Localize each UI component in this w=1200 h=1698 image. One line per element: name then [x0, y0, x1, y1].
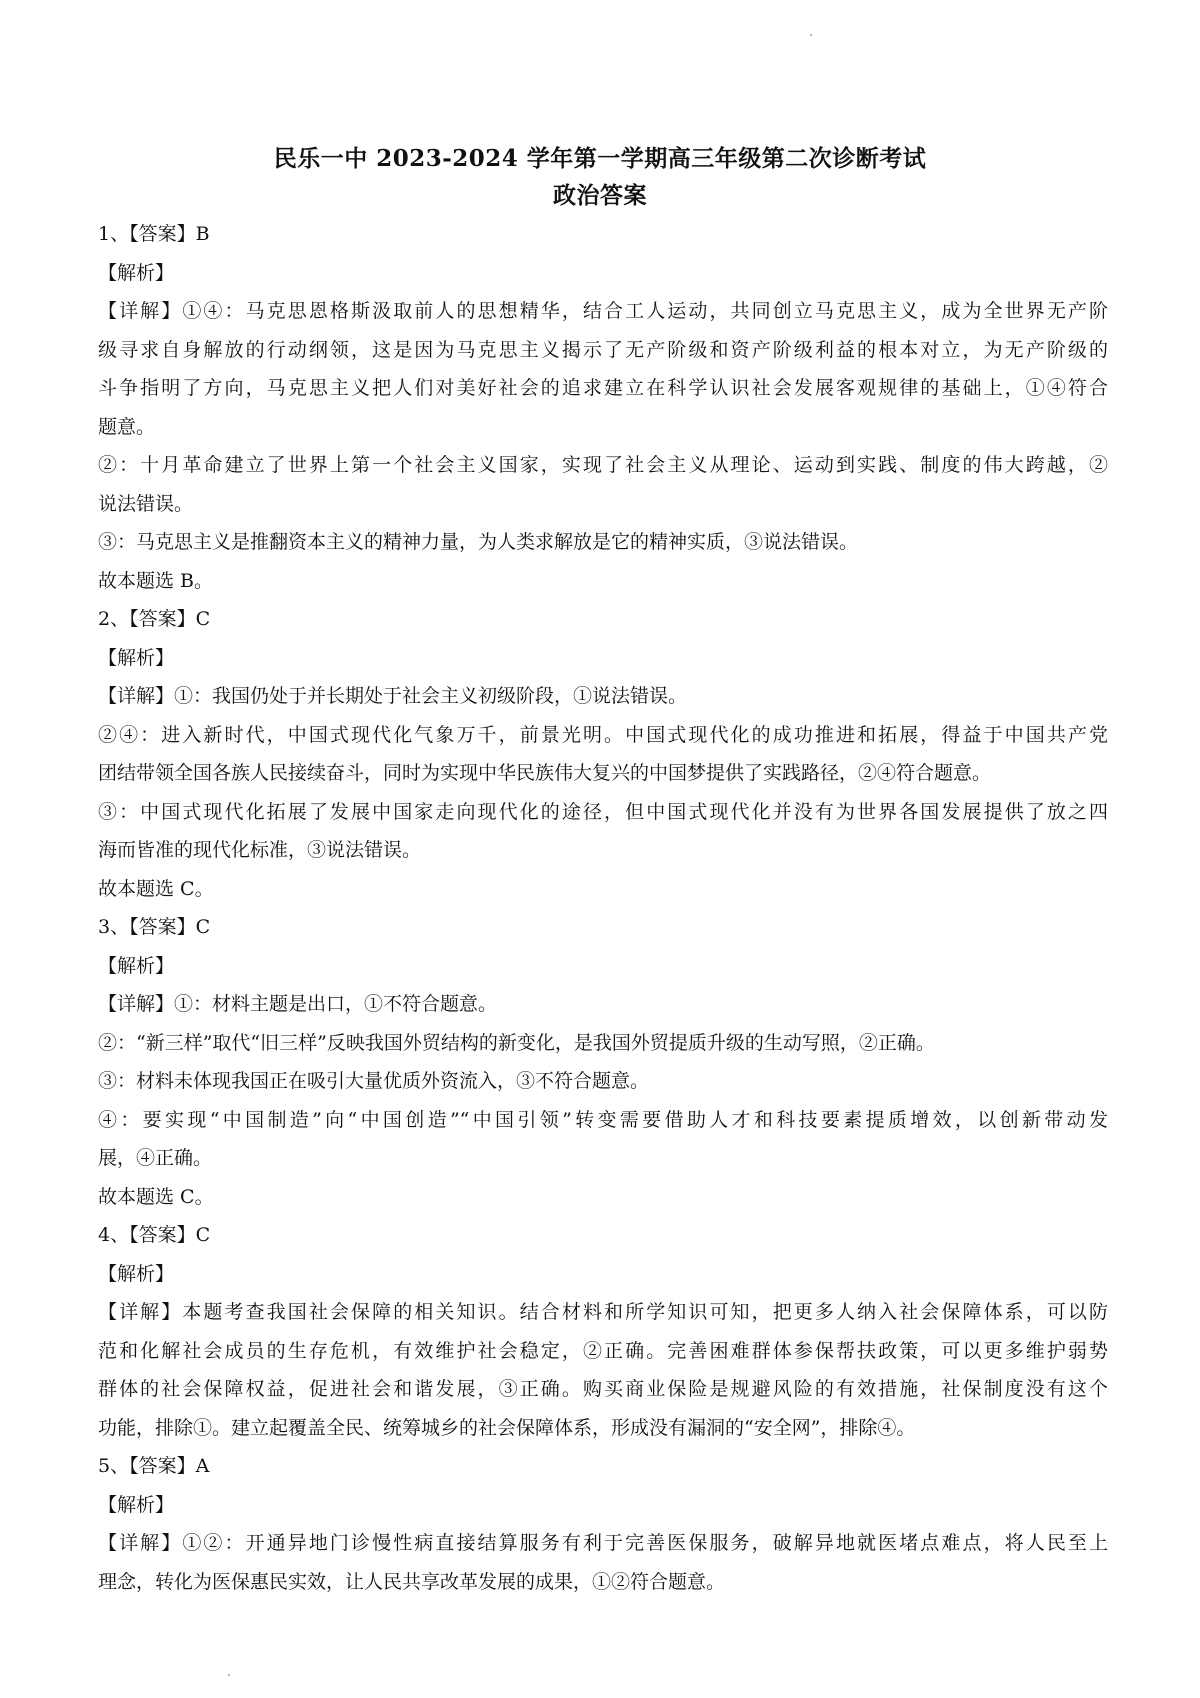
text-line: 群体的社会保障权益，促进社会和谐发展，③正确。购买商业保险是规避风险的有效措施，社保制度没有这个: [98, 1378, 1108, 1400]
text-line: 说法错误。: [98, 492, 194, 515]
text-line: 【解析】: [98, 1262, 175, 1285]
scan-speck: [810, 34, 812, 36]
text-line: 1、【答案】B: [98, 223, 210, 245]
document-subtitle: 政治答案: [553, 182, 647, 209]
text-line: 斗争指明了方向，马克思主义把人们对美好社会的追求建立在科学认识社会发展客观规律的基础上，①④符合: [98, 377, 1108, 399]
text-line: ②：十月革命建立了世界上第一个社会主义国家，实现了社会主义从理论、运动到实践、制度的伟大跨越，②: [98, 454, 1108, 476]
text-line: 4、【答案】C: [98, 1224, 211, 1246]
text-line: 【详解】①：我国仍处于并长期处于社会主义初级阶段，①说法错误。: [98, 685, 688, 707]
text-line: 故本题选 C。: [98, 1185, 214, 1208]
text-line: 【解析】: [98, 261, 175, 284]
text-line: 【解析】: [98, 1493, 175, 1516]
text-line: ②④：进入新时代，中国式现代化气象万千，前景光明。中国式现代化的成功推进和拓展，得益于中国共产党: [98, 723, 1108, 746]
text-line: 功能，排除①。建立起覆盖全民、统筹城乡的社会保障体系，形成没有漏洞的“安全网”，排除④。: [98, 1416, 916, 1439]
scan-speck: [228, 1674, 230, 1676]
answer-body: [98, 215, 1108, 1601]
text-line: 范和化解社会成员的生存危机，有效维护社会稳定，②正确。完善困难群体参保帮扶政策，可以更多维护弱势: [98, 1339, 1108, 1362]
text-line: 【解析】: [98, 954, 175, 977]
text-line: ④：要实现“中国制造”向“中国创造”“中国引领”转变需要借助人才和科技要素提质增效，以创新带动发: [98, 1108, 1108, 1131]
text-line: 【详解】①②：开通异地门诊慢性病直接结算服务有利于完善医保服务，破解异地就医堵点难点，将人民至上: [98, 1532, 1108, 1554]
text-line: 题意。: [98, 415, 156, 438]
text-line: 故本题选 B。: [98, 569, 214, 592]
text-line: ②：“新三样”取代“旧三样”反映我国外贸结构的新变化，是我国外贸提质升级的生动写照，②正确。: [98, 1031, 935, 1054]
text-line: ③：中国式现代化拓展了发展中国家走向现代化的途径，但中国式现代化并没有为世界各国发展提供了放之四: [98, 800, 1108, 823]
text-line: ③：马克思主义是推翻资本主义的精神力量，为人类求解放是它的精神实质，③说法错误。: [98, 531, 859, 553]
text-line: 海而皆准的现代化标准，③说法错误。: [98, 839, 422, 861]
text-line: 【详解】①④：马克思恩格斯汲取前人的思想精华，结合工人运动，共同创立马克思主义，成为全世界无产阶: [98, 300, 1108, 322]
text-line: 【详解】本题考查我国社会保障的相关知识。结合材料和所学知识可知，把更多人纳入社会保障体系，可以防: [98, 1301, 1108, 1323]
text-line: 级寻求自身解放的行动纲领，这是因为马克思主义揭示了无产阶级和资产阶级利益的根本对立，为无产阶级的: [98, 338, 1108, 361]
text-line: 2、【答案】C: [98, 608, 211, 630]
text-line: 【解析】: [98, 646, 175, 669]
text-line: 理念，转化为医保惠民实效，让人民共享改革发展的成果，①②符合题意。: [98, 1570, 726, 1593]
text-line: ③：材料未体现我国正在吸引大量优质外资流入，③不符合题意。: [98, 1070, 650, 1092]
document-title: 民乐一中 2023-2024 学年第一学期高三年级第二次诊断考试: [273, 145, 927, 172]
text-line: 团结带领全国各族人民接续奋斗，同时为实现中华民族伟大复兴的中国梦提供了实践路径，②④符合题意。: [98, 762, 992, 784]
text-line: 5、【答案】A: [98, 1455, 210, 1477]
text-line: 故本题选 C。: [98, 877, 214, 900]
text-line: 【详解】①：材料主题是出口，①不符合题意。: [98, 993, 498, 1015]
text-line: 3、【答案】C: [98, 916, 211, 938]
text-line: 展，④正确。: [98, 1147, 213, 1169]
